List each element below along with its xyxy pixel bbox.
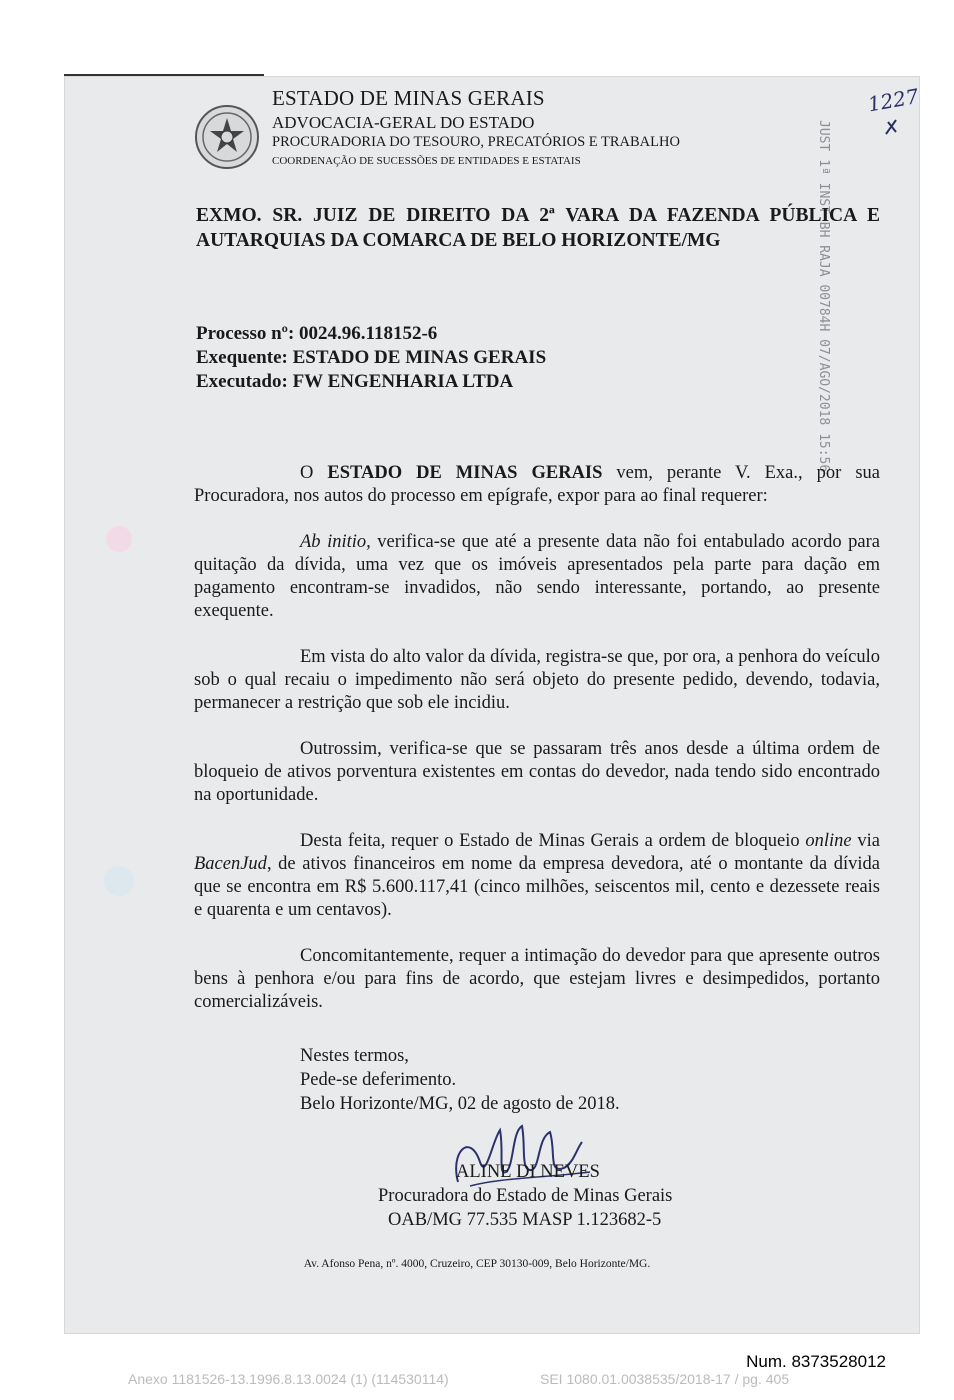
footer-address: Av. Afonso Pena, nº. 4000, Cruzeiro, CEP 30130-009, Belo Horizonte/MG. — [303, 1258, 651, 1270]
paragraph-summons: Concomitantemente, requer a intimação do devedor para que apresente outros bens à penhora e/ou para fins de acordo, que estejam livres e desimpedidos, portanto comercializáveis. — [194, 946, 880, 1012]
sei-reference: SEI 1080.01.0038535/2018-17 / pg. 405 — [540, 1371, 790, 1387]
party-name-bold: ESTADO DE MINAS GERAIS — [327, 463, 603, 483]
document-number: Num. 8373528012 — [746, 1352, 886, 1371]
signature-block — [378, 1160, 738, 1232]
paragraph-request: Desta feita, requer o Estado de Minas Gerais a ordem de bloqueio online via BacenJud, de ativos financeiros em nome da empresa devedora, até o montante da dívida que se encontra em R$ 5.600.117,41 (cinco milhões, seiscentos mil, cento e dezessete reais e quarenta e um centavos). — [194, 831, 880, 920]
top-border-line — [64, 74, 264, 76]
process-executado: Executado: FW ENGENHARIA LTDA — [196, 371, 514, 392]
closing — [300, 1044, 620, 1116]
process-number: Processo nº: 0024.96.118152-6 — [196, 323, 438, 344]
signer-name: ALINE DI NEVES — [456, 1162, 600, 1182]
ab-initio-italic: Ab initio, — [300, 532, 371, 552]
header-state: ESTADO DE MINAS GERAIS — [272, 86, 545, 110]
paragraph-vehicle: Em vista do alto valor da dívida, registra-se que, por ora, a penhora do veículo sob o qual recaiu o impedimento não será objeto do presente pedido, devendo, todavia, permanecer a restrição que sob ele incidiu. — [194, 647, 880, 713]
process-exequente: Exequente: ESTADO DE MINAS GERAIS — [196, 347, 547, 368]
header-agency: ADVOCACIA-GERAL DO ESTADO — [272, 113, 535, 132]
handwritten-page-number — [864, 82, 921, 142]
handwritten-page-number-text: 1227 — [866, 84, 921, 117]
addressee — [196, 203, 880, 253]
protocol-stamp — [808, 118, 848, 478]
addressee-line2: AUTARQUIAS DA COMARCA DE BELO HORIZONTE/MG — [196, 230, 721, 251]
addressee-line1: EXMO. SR. JUIZ DE DIREITO DA 2ª VARA DA FAZENDA PÚBLICA E — [196, 205, 880, 226]
protocol-stamp-text: JUST 1ª INST BH RAJA 00784H 07/AGO/2018 15:56 — [816, 120, 831, 473]
closing-line1: Nestes termos, — [300, 1046, 409, 1066]
paragraph-intro: O ESTADO DE MINAS GERAIS vem, perante V. Exa., por sua Procuradora, nos autos do processo em epígrafe, expor para ao final requerer: — [194, 463, 880, 506]
scan-speck — [106, 526, 132, 552]
paragraph-blocking: Outrossim, verifica-se que se passaram três anos desde a última ordem de bloqueio de ativos porventura existentes em contas do devedor, nada tendo sido encontrado na oportunidade. — [194, 739, 880, 805]
signer-oab: OAB/MG 77.535 MASP 1.123682-5 — [388, 1210, 662, 1230]
closing-date: Belo Horizonte/MG, 02 de agosto de 2018. — [300, 1094, 620, 1114]
paragraph-ab-initio: Ab initio, verifica-se que até a presente data não foi entabulado acordo para quitação da dívida, uma vez que os imóveis apresentados pela parte para dação em pagamento encontram-se invadidos, não sendo interessante, portando, ao presente exequente. — [194, 532, 880, 621]
header-division: PROCURADORIA DO TESOURO, PRECATÓRIOS E TRABALHO — [272, 134, 680, 150]
process-info — [196, 322, 546, 394]
header-coordination: COORDENAÇÃO DE SUCESSÕES DE ENTIDADES E ESTATAIS — [272, 155, 581, 167]
closing-line2: Pede-se deferimento. — [300, 1070, 457, 1090]
signer-role: Procuradora do Estado de Minas Gerais — [378, 1186, 673, 1206]
petition-body — [194, 462, 880, 1036]
scan-speck — [104, 866, 134, 896]
annex-reference: Anexo 1181526-13.1996.8.13.0024 (1) (114530114) — [128, 1371, 449, 1387]
coat-of-arms-seal-icon — [194, 104, 260, 170]
